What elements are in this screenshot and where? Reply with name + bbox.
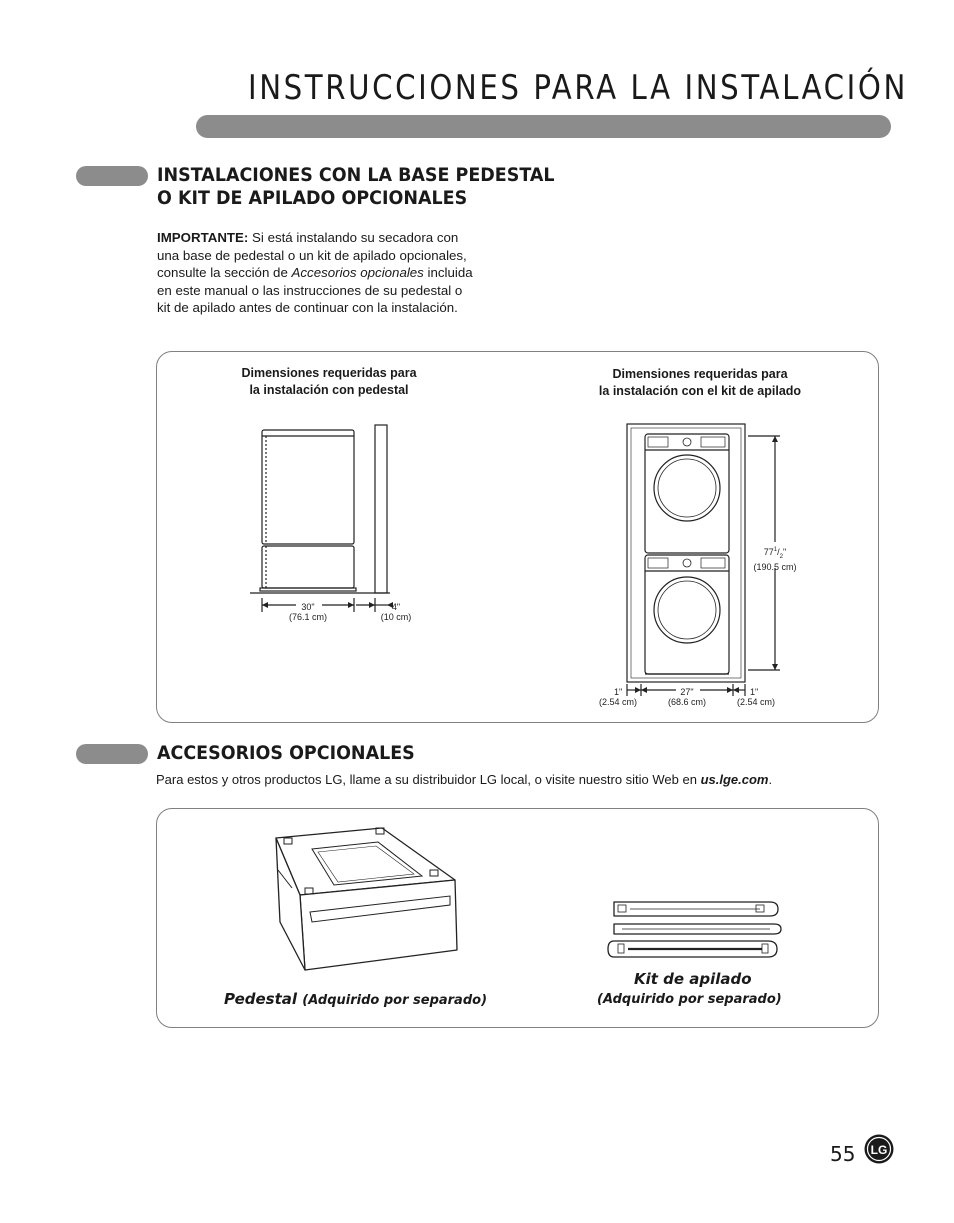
important-label: IMPORTANTE:	[157, 230, 249, 245]
kit-note: (Adquirido por separado)	[597, 992, 782, 1007]
stack-width-in: 27"	[680, 687, 694, 697]
section-title-line2: O KIT DE APILADO OPCIONALES	[157, 187, 468, 209]
important-text-1: Si está instalando su secadora con una base de pedestal o un kit de apilado opcionales, consulte la sección de	[157, 230, 467, 280]
section-title-line1: INSTALACIONES CON LA BASE PEDESTAL	[157, 164, 555, 186]
stack-right-gap-in: 1"	[750, 687, 759, 697]
important-text-2: incluida en este manual o las instrucciones de su pedestal o kit de apilado antes de continuar con la instalación.	[157, 265, 473, 315]
pedestal-gap-cm: (10 cm)	[380, 612, 412, 622]
accessories-intro: Para estos y otros productos LG, llame a su distribuidor LG local, o visite nuestro sitio Web en us.lge.com.	[156, 772, 773, 787]
accessories-reference: Accesorios opcionales	[291, 265, 424, 280]
pedestal-width-in: 30"	[301, 602, 315, 612]
stack-height-in: $77^1/_2$"	[763, 547, 787, 560]
section-title-accessories: ACCESORIOS OPCIONALES	[157, 742, 415, 764]
stacking-caption-line2: la instalación con el kit de apilado	[598, 384, 802, 398]
svg-text:LG: LG	[870, 1143, 888, 1157]
pedestal-caption-line2: la instalación con pedestal	[249, 383, 409, 397]
stacking-caption-line1: Dimensiones requeridas para	[612, 367, 788, 381]
lg-logo-icon	[864, 1134, 896, 1166]
pedestal-width-cm: (76.1 cm)	[288, 612, 327, 622]
stack-left-gap-in: 1"	[614, 687, 623, 697]
kit-name: Kit de apilado	[634, 970, 752, 988]
page-title: INSTRUCCIONES PARA LA INSTALACIÓN	[248, 68, 908, 108]
stack-right-gap-cm: (2.54 cm)	[736, 697, 775, 707]
stack-height-cm: (190.5 cm)	[753, 561, 797, 572]
accessories-intro-text: Para estos y otros productos LG, llame a su distribuidor LG local, o visite nuestro sitio Web en	[156, 772, 701, 787]
pedestal-caption-line1: Dimensiones requeridas para	[241, 366, 417, 380]
pedestal-gap-in: 4"	[391, 602, 401, 612]
page-number: 55	[830, 1142, 856, 1166]
pedestal-name: Pedestal	[224, 990, 298, 1008]
stack-width-cm: (68.6 cm)	[667, 697, 706, 707]
pedestal-note: (Adquirido por separado)	[302, 993, 488, 1008]
website-link[interactable]: us.lge.com	[700, 772, 769, 787]
stack-left-gap-cm: (2.54 cm)	[598, 697, 637, 707]
